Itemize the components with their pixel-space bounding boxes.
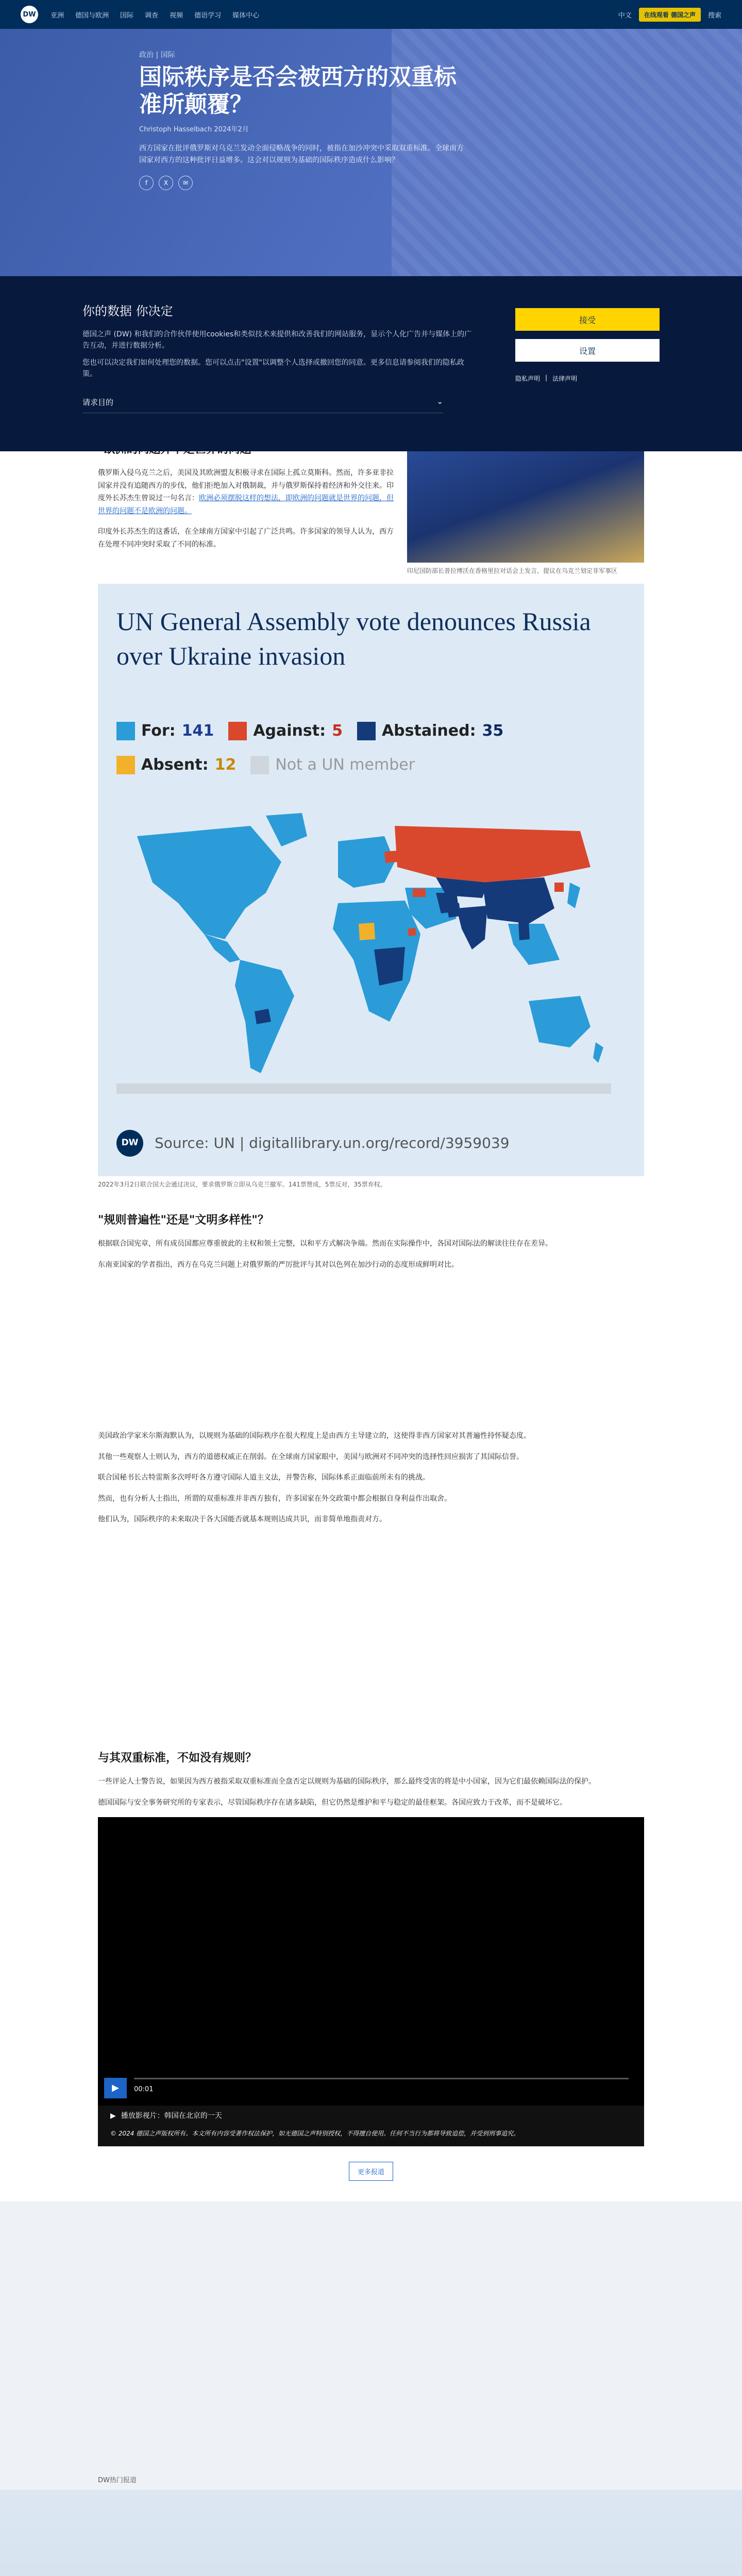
- photo-caption: 印尼国防部长普拉博沃在香格里拉对话会上发言，提议在乌克兰划定非军事区: [407, 567, 618, 574]
- region-greenland: [266, 813, 307, 846]
- article-title: 国际秩序是否会被西方的双重标准所颠覆？: [139, 64, 457, 117]
- play-icon[interactable]: ▶: [104, 2078, 127, 2098]
- more-stories-button[interactable]: 更多报道: [349, 2162, 393, 2181]
- video-time: 00:01: [134, 2086, 154, 2093]
- legend-for: For: 141: [116, 718, 214, 745]
- top-header: [0, 0, 742, 29]
- share-bar: [139, 176, 469, 190]
- live-tv-button[interactable]: 在线观看 德国之声: [639, 8, 701, 22]
- map-source[interactable]: Source: UN | digitallibrary.un.org/record/3959039: [155, 1134, 510, 1151]
- video-title-row: [110, 2110, 222, 2123]
- legend-swatch-abstained: [357, 722, 376, 740]
- video-caption: © 2024 德国之声版权所有。本文所有内容受著作权法保护，如无德国之声特别授权，不得擅自使用。任何不当行为都将导致追偿，并受到刑事追究。: [98, 2106, 644, 2146]
- related-section: [0, 2201, 742, 2490]
- divider: |: [545, 374, 548, 381]
- paragraph: 东南亚国家的学者指出，西方在乌克兰问题上对俄罗斯的严厉批评与其对以色列在加沙行动的态度形成鲜明对比。: [98, 1260, 459, 1269]
- play-small-icon: ▶: [110, 2111, 116, 2120]
- nav-item[interactable]: 亚洲: [50, 11, 64, 20]
- legend-swatch-for: [116, 722, 135, 740]
- legend-swatch-nonmember: [250, 756, 269, 774]
- chevron-down-icon: ⌄: [436, 396, 443, 406]
- region-southeast-asia: [508, 924, 560, 965]
- nav-item[interactable]: 德语学习: [194, 11, 222, 20]
- legend-swatch-against: [228, 722, 247, 740]
- legend-absent: Absent: 12: [116, 752, 236, 779]
- article-byline: Christoph Hasselbach 2024年2月: [139, 125, 249, 133]
- x-icon[interactable]: X: [159, 176, 173, 190]
- paragraph: 印度外长苏杰生的这番话，在全球南方国家中引起了广泛共鸣。许多国家的领导人认为，西方在处理不同冲突时采取了不同的标准。: [98, 528, 394, 549]
- legend-against: Against: 5: [228, 718, 343, 745]
- nav-item[interactable]: 德国与欧洲: [75, 11, 109, 20]
- photo-image[interactable]: [407, 434, 644, 563]
- region-australia: [529, 996, 591, 1047]
- language-selector[interactable]: 中文: [618, 11, 632, 20]
- consent-text: 德国之声 (DW) 和我们的合作伙伴使用cookies和类似技术来提供和改善我们的网站服务，显示个人化广告并与媒体上的广告互动，并进行数据分析。: [82, 330, 472, 350]
- video-player[interactable]: [98, 1817, 644, 2120]
- legend-nonmember: Not a UN member: [250, 752, 415, 779]
- dw-logo[interactable]: DW: [21, 6, 38, 23]
- nav-item[interactable]: 媒体中心: [232, 11, 260, 20]
- paragraph: 他们认为，国际秩序的未来取决于各大国能否就基本规则达成共识，而非简单地指责对方。: [98, 1515, 386, 1523]
- region-india: [457, 906, 487, 950]
- paragraph: 美国政治学家米尔斯海默认为，以规则为基础的国际秩序在很大程度上是由西方主导建立的，这使得非西方国家对其普遍性持怀疑态度。: [98, 1432, 531, 1440]
- consent-text: 您也可以决定我们如何处理您的数据。您可以点击"设置"以调整个人选择或撤回您的同意。更多信息请参阅我们的隐私政策。: [82, 359, 464, 379]
- region-north-korea: [554, 883, 564, 892]
- region-north-america: [137, 826, 281, 939]
- region-eritrea: [408, 928, 416, 936]
- region-antarctica: [116, 1083, 611, 1094]
- region-africa-absent: [359, 923, 375, 940]
- video-progress-bar[interactable]: [134, 2078, 629, 2079]
- video-title[interactable]: 播放影视片：韩国在北京的一天: [121, 2111, 222, 2120]
- section-heading: 与其双重标准，不如没有规则？: [98, 1751, 257, 1765]
- spacer-block: [98, 1538, 644, 1734]
- related-label: DW热门报道: [98, 2477, 137, 2484]
- purposes-label: 请求目的: [82, 397, 114, 407]
- region-vietnam-laos: [518, 921, 530, 940]
- paragraph: 俄罗斯入侵乌克兰之后，美国及其欧洲盟友积极寻求在国际上孤立莫斯科。然而，许多亚非拉国家并没有追随西方的步伐，他们拒绝加入对俄制裁，并与俄罗斯保持着经济和外交往来。印度外长苏杰生曾说过一句名言：欧洲必须摆脱这样的想法，即欧洲的问题就是世界的问题，但世界的问题不是欧洲的问题。: [98, 469, 394, 515]
- legend-swatch-absent: [116, 756, 135, 774]
- nav-item[interactable]: 国际: [120, 11, 134, 20]
- mail-icon[interactable]: ✉: [178, 176, 193, 190]
- spacer-block: [98, 1283, 644, 1417]
- article-body: [98, 379, 644, 2181]
- region-china: [482, 877, 554, 924]
- map-source-row: [116, 1130, 510, 1157]
- cookie-consent-banner: [0, 276, 742, 451]
- paragraph: 德国国际与安全事务研究所的专家表示，尽管国际秩序存在诸多缺陷，但它仍然是维护和平与稳定的最佳框架。各国应致力于改革，而不是破坏它。: [98, 1798, 567, 1807]
- paragraph: 一些评论人士警告说，如果因为西方被指采取双重标准而全盘否定以规则为基础的国际秩序，那么最终受害的将是中小国家，因为它们最依赖国际法的保护。: [98, 1777, 596, 1786]
- section-heading: "规则普遍性"还是"文明多样性"？: [98, 1213, 269, 1227]
- paragraph: 然而，也有分析人士指出，所谓的双重标准并非西方独有，许多国家在外交政策中都会根据自身利益作出取舍。: [98, 1494, 451, 1503]
- feature-teaser[interactable]: [0, 2490, 742, 2576]
- region-bolivia: [255, 1009, 271, 1024]
- map-title: UN General Assembly vote denounces Russia over Ukraine invasion: [116, 606, 591, 670]
- main-nav: [50, 10, 259, 20]
- legal-link[interactable]: 法律声明: [552, 375, 578, 382]
- dw-logo: DW: [116, 1130, 143, 1157]
- article-photo: [407, 434, 644, 577]
- privacy-link[interactable]: 隐私声明: [515, 375, 541, 382]
- nav-item[interactable]: 调查: [145, 11, 159, 20]
- region-japan: [567, 883, 580, 908]
- map-legend: [116, 718, 632, 786]
- region-syria: [413, 889, 426, 897]
- legend-abstained: Abstained: 35: [357, 718, 503, 745]
- un-vote-map[interactable]: [98, 584, 644, 1176]
- accept-button[interactable]: 接受: [515, 308, 660, 331]
- paragraph: 其他一些观察人士则认为，西方的道德权威正在削弱。在全球南方国家眼中，美国与欧洲对不同冲突的选择性回应损害了其国际信誉。: [98, 1452, 524, 1461]
- map-caption: 2022年3月2日联合国大会通过决议，要求俄罗斯立即从乌克兰撤军。141票赞成，5票反对，35票弃权。: [98, 1180, 386, 1188]
- consent-title: 你的数据 你决定: [82, 304, 173, 318]
- search-icon[interactable]: 搜索: [707, 11, 721, 20]
- world-map: [116, 805, 611, 1094]
- nav-item[interactable]: 视频: [170, 11, 183, 20]
- paragraph: 根据联合国宪章，所有成员国都应尊重彼此的主权和领土完整，以和平方式解决争端。然而在实际操作中，各国对国际法的解读往往存在差异。: [98, 1240, 552, 1248]
- article-lead: 西方国家在批评俄罗斯对乌克兰发动全面侵略战争的同时，被指在加沙冲突中采取双重标准。全球南方国家对西方的这种批评日益增多。这会对以规则为基础的国际秩序造成什么影响？: [139, 144, 464, 164]
- region-new-zealand: [593, 1042, 603, 1063]
- inline-link[interactable]: 欧洲必须摆脱这样的想法，即欧洲的问题就是世界的问题，但世界的问题不是欧洲的问题。: [98, 494, 394, 515]
- consent-purposes-toggle[interactable]: [82, 397, 443, 413]
- article-kicker[interactable]: 政治 | 国际: [139, 51, 175, 59]
- region-africa-abstain: [374, 947, 405, 986]
- region-russia: [395, 826, 591, 883]
- paragraph: 联合国秘书长古特雷斯多次呼吁各方遵守国际人道主义法，并警告称，国际体系正面临前所未有的挑战。: [98, 1473, 430, 1482]
- facebook-icon[interactable]: f: [139, 176, 154, 190]
- article-hero: [0, 29, 742, 276]
- settings-button[interactable]: 设置: [515, 339, 660, 362]
